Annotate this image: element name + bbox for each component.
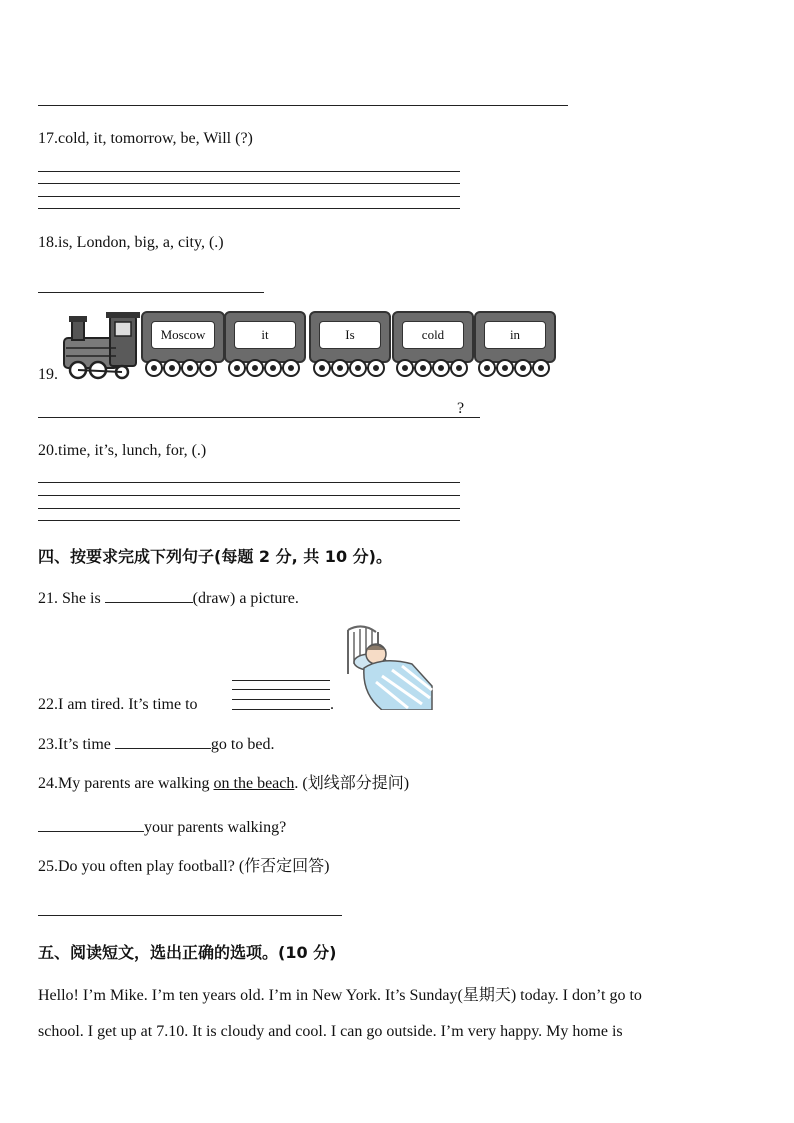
- writing-line: [38, 520, 460, 521]
- train-car-2: [224, 311, 306, 363]
- writing-line: [232, 709, 330, 710]
- question-23: 23.It’s time go to bed.: [38, 732, 274, 755]
- writing-line: [232, 689, 330, 690]
- train-car-4: [392, 311, 474, 363]
- question-21: 21. She is (draw) a picture.: [38, 586, 299, 609]
- writing-line: [38, 183, 460, 184]
- train-wheels: [313, 359, 387, 377]
- section-5-heading: 五、阅读短文，选出正确的选项。(10 分): [38, 943, 337, 962]
- answer-blank[interactable]: [105, 586, 193, 603]
- writing-line: [38, 196, 460, 197]
- writing-line: [232, 680, 330, 681]
- answer-line: [38, 417, 480, 418]
- question-25: 25.Do you often play football? (作否定回答): [38, 858, 330, 875]
- car-label: in: [484, 321, 546, 349]
- question-22-end: .: [330, 696, 334, 713]
- train-car-3: [309, 311, 391, 363]
- question-18: 18.is, London, big, a, city, (.): [38, 234, 224, 251]
- question-24: 24.My parents are walking on the beach. (划线部分提问): [38, 775, 410, 792]
- question-24-answer: your parents walking?: [38, 815, 286, 838]
- question-19-number: 19.: [38, 366, 58, 383]
- train-wheels: [145, 359, 219, 377]
- car-label: Is: [319, 321, 381, 349]
- question-20: 20.time, it’s, lunch, for, (.): [38, 442, 207, 459]
- train-wheels: [478, 359, 552, 377]
- answer-blank[interactable]: [115, 732, 211, 749]
- train-car-5: [474, 311, 556, 363]
- car-label: cold: [402, 321, 464, 349]
- sleeping-child-illustration: [342, 624, 434, 710]
- answer-line: [38, 105, 568, 106]
- underlined-phrase: on the beach: [213, 775, 295, 792]
- car-label: it: [234, 321, 296, 349]
- question-17: 17.cold, it, tomorrow, be, Will (?): [38, 130, 253, 147]
- writing-line: [38, 482, 460, 483]
- car-label: Moscow: [151, 321, 215, 349]
- train-wheels: [396, 359, 470, 377]
- passage-line-2: school. I get up at 7.10. It is cloudy and cool. I can go outside. I’m very happy. My home is: [38, 1023, 623, 1040]
- answer-blank[interactable]: [38, 815, 144, 832]
- writing-line: [38, 495, 460, 496]
- answer-line: [38, 292, 264, 293]
- writing-line: [38, 208, 460, 209]
- answer-line: [38, 915, 342, 916]
- writing-line: [38, 508, 460, 509]
- passage-line-1: Hello! I’m Mike. I’m ten years old. I’m in New York. It’s Sunday(星期天) today. I don’t go to: [38, 987, 642, 1004]
- train-wheels: [228, 359, 302, 377]
- section-4-heading: 四、按要求完成下列句子(每题 2 分, 共 10 分)。: [38, 547, 392, 566]
- steam-locomotive-icon: [60, 308, 142, 382]
- question-22: 22.I am tired. It’s time to: [38, 696, 198, 713]
- train-car-1: [141, 311, 225, 363]
- writing-line: [38, 171, 460, 172]
- writing-line: [232, 699, 330, 700]
- question-19-end-mark: ?: [457, 400, 465, 417]
